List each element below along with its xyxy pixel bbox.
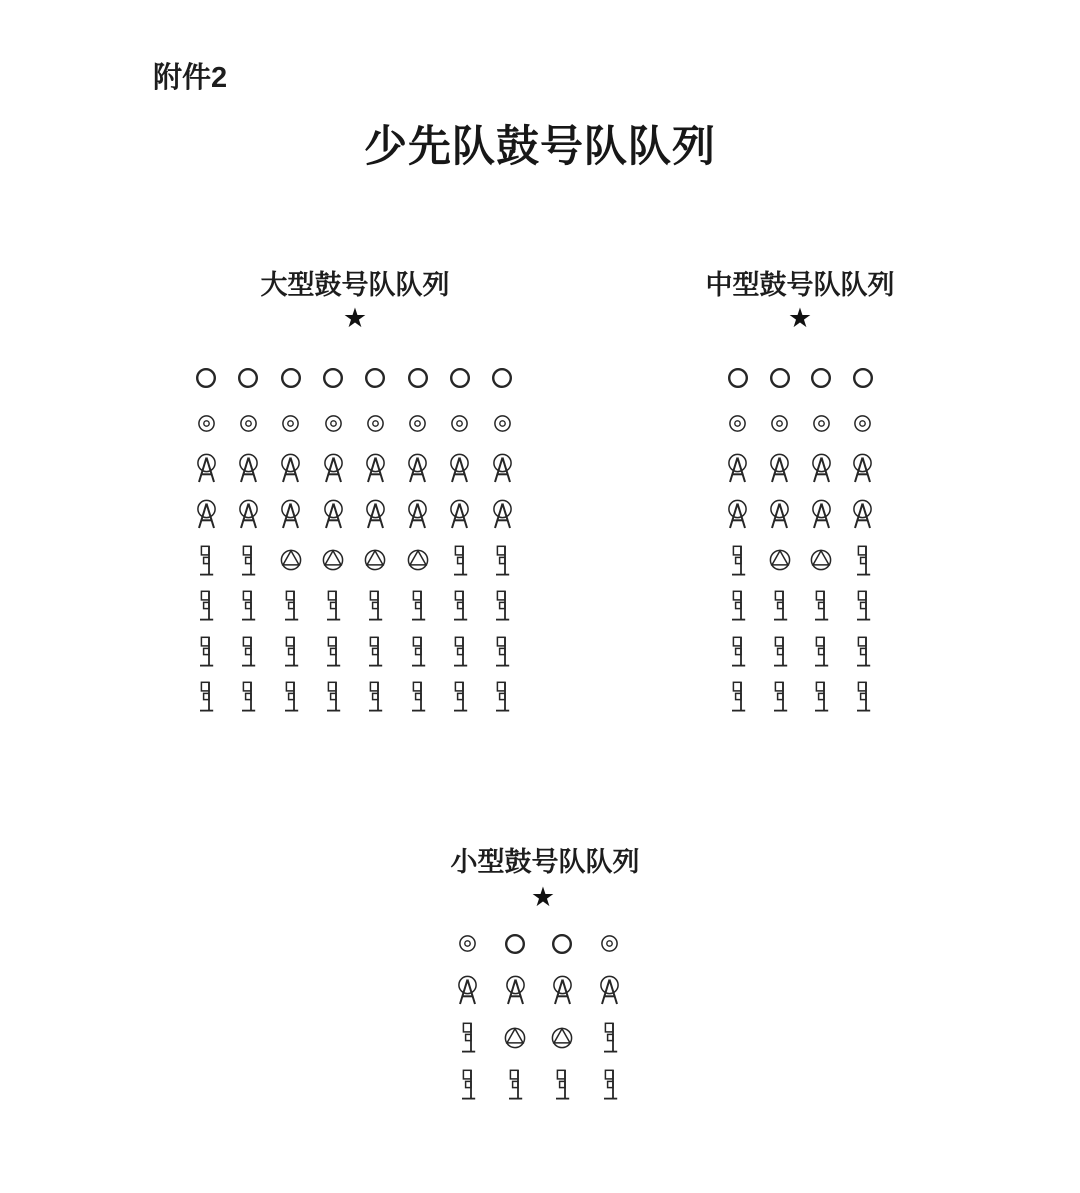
symbol-circle-a — [481, 446, 523, 492]
circle-icon — [810, 367, 832, 389]
flag-icon — [240, 681, 256, 712]
circle-a-icon — [768, 453, 791, 484]
circle-icon — [769, 367, 791, 389]
flag-icon — [507, 1069, 523, 1100]
symbol-circle-a — [444, 967, 491, 1014]
symbol-circle-a — [354, 492, 396, 538]
flag-icon — [240, 545, 256, 576]
circle-icon — [407, 367, 429, 389]
attachment-label: 附件2 — [153, 62, 228, 94]
flag-icon — [494, 545, 510, 576]
symbol-flag — [491, 1061, 538, 1108]
symbol-flag — [185, 537, 227, 583]
symbol-circle-a — [842, 446, 884, 492]
circle-a-icon — [504, 975, 527, 1006]
circle-triangle-icon — [809, 548, 833, 572]
symbol-flag — [396, 629, 438, 675]
symbol-circle-triangle — [759, 537, 801, 583]
page-title: 少先队鼓号队队列 — [364, 124, 716, 171]
circle-a-icon — [598, 975, 621, 1006]
circle-a-icon — [851, 453, 874, 484]
circle-a-icon — [810, 499, 833, 530]
symbol-circle-triangle — [539, 1014, 586, 1061]
flag-icon — [325, 636, 341, 667]
flag-icon — [772, 636, 788, 667]
flag-icon — [283, 590, 299, 621]
symbol-flag — [717, 583, 759, 629]
symbol-double-circle — [842, 401, 884, 447]
symbol-flag — [354, 583, 396, 629]
symbol-circle-triangle — [270, 537, 312, 583]
symbol-flag — [481, 629, 523, 675]
symbol-double-circle — [800, 401, 842, 447]
circle-icon — [322, 367, 344, 389]
circle-triangle-icon — [321, 548, 345, 572]
symbol-double-circle — [270, 401, 312, 447]
formation-grid-small — [444, 920, 634, 1108]
symbol-flag — [717, 537, 759, 583]
symbol-flag — [270, 674, 312, 720]
symbol-circle-a — [759, 446, 801, 492]
star-icon: ★ — [342, 303, 368, 334]
flag-icon — [410, 590, 426, 621]
symbol-flag — [444, 1061, 491, 1108]
symbol-circle — [312, 355, 354, 401]
symbol-circle-a — [270, 492, 312, 538]
symbol-flag — [185, 629, 227, 675]
flag-icon — [602, 1022, 618, 1053]
symbol-double-circle — [717, 401, 759, 447]
symbol-circle-triangle — [396, 537, 438, 583]
flag-icon — [240, 636, 256, 667]
symbol-flag — [354, 674, 396, 720]
symbol-circle-a — [185, 446, 227, 492]
symbol-circle-a — [717, 446, 759, 492]
double-circle-icon — [812, 414, 831, 433]
double-circle-icon — [408, 414, 427, 433]
double-circle-icon — [770, 414, 789, 433]
circle-a-icon — [810, 453, 833, 484]
circle-triangle-icon — [768, 548, 792, 572]
symbol-flag — [439, 629, 481, 675]
symbol-double-circle — [227, 401, 269, 447]
symbol-circle-a — [842, 492, 884, 538]
symbol-flag — [270, 629, 312, 675]
symbol-flag — [312, 583, 354, 629]
flag-icon — [198, 681, 214, 712]
circle-triangle-icon — [503, 1026, 527, 1050]
flag-icon — [240, 590, 256, 621]
circle-a-icon — [851, 499, 874, 530]
symbol-circle — [800, 355, 842, 401]
symbol-flag — [227, 674, 269, 720]
symbol-double-circle — [759, 401, 801, 447]
circle-a-icon — [448, 453, 471, 484]
symbol-flag — [539, 1061, 586, 1108]
symbol-circle-a — [185, 492, 227, 538]
circle-a-icon — [768, 499, 791, 530]
flag-icon — [325, 590, 341, 621]
symbol-circle-a — [586, 967, 633, 1014]
flag-icon — [367, 636, 383, 667]
symbol-flag — [481, 583, 523, 629]
symbol-double-circle — [444, 920, 491, 967]
circle-a-icon — [406, 499, 429, 530]
double-circle-icon — [853, 414, 872, 433]
symbol-circle — [491, 920, 538, 967]
flag-icon — [452, 636, 468, 667]
symbol-circle-a — [227, 492, 269, 538]
symbol-flag — [759, 674, 801, 720]
symbol-circle — [270, 355, 312, 401]
symbol-flag — [481, 674, 523, 720]
symbol-double-circle — [354, 401, 396, 447]
symbol-flag — [185, 674, 227, 720]
symbol-flag — [759, 583, 801, 629]
symbol-flag — [354, 629, 396, 675]
circle-a-icon — [491, 499, 514, 530]
circle-icon — [364, 367, 386, 389]
symbol-flag — [439, 537, 481, 583]
symbol-flag — [444, 1014, 491, 1061]
symbol-flag — [439, 674, 481, 720]
flag-icon — [730, 681, 746, 712]
symbol-circle — [842, 355, 884, 401]
double-circle-icon — [458, 934, 477, 953]
symbol-circle — [481, 355, 523, 401]
circle-a-icon — [237, 453, 260, 484]
flag-icon — [730, 545, 746, 576]
double-circle-icon — [281, 414, 300, 433]
symbol-double-circle — [586, 920, 633, 967]
circle-triangle-icon — [550, 1026, 574, 1050]
symbol-double-circle — [312, 401, 354, 447]
flag-icon — [283, 636, 299, 667]
flag-icon — [283, 681, 299, 712]
double-circle-icon — [366, 414, 385, 433]
flag-icon — [855, 590, 871, 621]
double-circle-icon — [600, 934, 619, 953]
flag-icon — [772, 590, 788, 621]
symbol-circle-a — [800, 492, 842, 538]
symbol-flag — [842, 537, 884, 583]
symbol-flag — [227, 537, 269, 583]
symbol-circle-a — [312, 446, 354, 492]
symbol-circle-a — [717, 492, 759, 538]
flag-icon — [367, 590, 383, 621]
circle-a-icon — [364, 499, 387, 530]
symbol-flag — [396, 674, 438, 720]
circle-icon — [280, 367, 302, 389]
flag-icon — [367, 681, 383, 712]
flag-icon — [198, 590, 214, 621]
circle-icon — [491, 367, 513, 389]
flag-icon — [452, 545, 468, 576]
circle-triangle-icon — [363, 548, 387, 572]
symbol-circle — [185, 355, 227, 401]
flag-icon — [325, 681, 341, 712]
flag-icon — [452, 681, 468, 712]
flag-icon — [730, 590, 746, 621]
symbol-circle-a — [481, 492, 523, 538]
circle-a-icon — [195, 499, 218, 530]
symbol-flag — [439, 583, 481, 629]
circle-triangle-icon — [279, 548, 303, 572]
circle-a-icon — [237, 499, 260, 530]
circle-a-icon — [551, 975, 574, 1006]
symbol-flag — [759, 629, 801, 675]
symbol-flag — [227, 583, 269, 629]
symbol-flag — [842, 629, 884, 675]
double-circle-icon — [493, 414, 512, 433]
flag-icon — [772, 681, 788, 712]
circle-icon — [727, 367, 749, 389]
flag-icon — [460, 1069, 476, 1100]
symbol-circle-triangle — [800, 537, 842, 583]
flag-icon — [813, 636, 829, 667]
circle-a-icon — [364, 453, 387, 484]
symbol-circle-a — [539, 967, 586, 1014]
symbol-flag — [800, 629, 842, 675]
double-circle-icon — [197, 414, 216, 433]
symbol-flag — [227, 629, 269, 675]
symbol-circle — [396, 355, 438, 401]
symbol-flag — [842, 674, 884, 720]
symbol-flag — [842, 583, 884, 629]
circle-a-icon — [322, 499, 345, 530]
circle-a-icon — [322, 453, 345, 484]
symbol-circle-a — [439, 492, 481, 538]
circle-a-icon — [448, 499, 471, 530]
symbol-circle-a — [491, 967, 538, 1014]
symbol-flag — [481, 537, 523, 583]
symbol-double-circle — [185, 401, 227, 447]
circle-a-icon — [195, 453, 218, 484]
flag-icon — [730, 636, 746, 667]
star-icon: ★ — [530, 882, 556, 913]
circle-icon — [852, 367, 874, 389]
flag-icon — [554, 1069, 570, 1100]
symbol-circle-triangle — [312, 537, 354, 583]
symbol-flag — [800, 674, 842, 720]
star-icon: ★ — [787, 303, 813, 334]
symbol-circle-a — [227, 446, 269, 492]
double-circle-icon — [324, 414, 343, 433]
circle-a-icon — [726, 453, 749, 484]
section-title-large: 大型鼓号队队列 — [260, 270, 450, 300]
flag-icon — [198, 545, 214, 576]
symbol-flag — [270, 583, 312, 629]
circle-a-icon — [491, 453, 514, 484]
symbol-circle — [759, 355, 801, 401]
flag-icon — [460, 1022, 476, 1053]
symbol-double-circle — [396, 401, 438, 447]
flag-icon — [198, 636, 214, 667]
symbol-flag — [717, 629, 759, 675]
symbol-circle-a — [270, 446, 312, 492]
symbol-circle-a — [800, 446, 842, 492]
symbol-circle — [354, 355, 396, 401]
flag-icon — [855, 545, 871, 576]
symbol-flag — [312, 629, 354, 675]
symbol-flag — [312, 674, 354, 720]
symbol-double-circle — [481, 401, 523, 447]
symbol-flag — [586, 1061, 633, 1108]
symbol-circle — [439, 355, 481, 401]
flag-icon — [410, 681, 426, 712]
section-title-small: 小型鼓号队队列 — [450, 847, 640, 877]
symbol-circle-a — [354, 446, 396, 492]
circle-a-icon — [406, 453, 429, 484]
flag-icon — [855, 636, 871, 667]
flag-icon — [813, 681, 829, 712]
symbol-flag — [586, 1014, 633, 1061]
flag-icon — [602, 1069, 618, 1100]
symbol-flag — [396, 583, 438, 629]
double-circle-icon — [450, 414, 469, 433]
symbol-circle — [227, 355, 269, 401]
symbol-circle — [717, 355, 759, 401]
formation-grid-large — [185, 355, 523, 720]
symbol-circle — [539, 920, 586, 967]
symbol-circle-a — [396, 446, 438, 492]
symbol-double-circle — [439, 401, 481, 447]
double-circle-icon — [728, 414, 747, 433]
symbol-circle-a — [312, 492, 354, 538]
section-title-medium: 中型鼓号队队列 — [705, 270, 895, 300]
flag-icon — [494, 590, 510, 621]
flag-icon — [494, 681, 510, 712]
circle-icon — [237, 367, 259, 389]
symbol-circle-a — [439, 446, 481, 492]
symbol-circle-a — [759, 492, 801, 538]
symbol-flag — [717, 674, 759, 720]
flag-icon — [855, 681, 871, 712]
formation-grid-medium — [717, 355, 884, 720]
flag-icon — [813, 590, 829, 621]
flag-icon — [452, 590, 468, 621]
symbol-circle-a — [396, 492, 438, 538]
circle-a-icon — [279, 453, 302, 484]
symbol-circle-triangle — [354, 537, 396, 583]
circle-a-icon — [456, 975, 479, 1006]
circle-icon — [504, 933, 526, 955]
symbol-flag — [185, 583, 227, 629]
circle-icon — [551, 933, 573, 955]
circle-icon — [195, 367, 217, 389]
circle-triangle-icon — [406, 548, 430, 572]
double-circle-icon — [239, 414, 258, 433]
circle-a-icon — [726, 499, 749, 530]
circle-icon — [449, 367, 471, 389]
flag-icon — [410, 636, 426, 667]
circle-a-icon — [279, 499, 302, 530]
symbol-circle-triangle — [491, 1014, 538, 1061]
flag-icon — [494, 636, 510, 667]
symbol-flag — [800, 583, 842, 629]
